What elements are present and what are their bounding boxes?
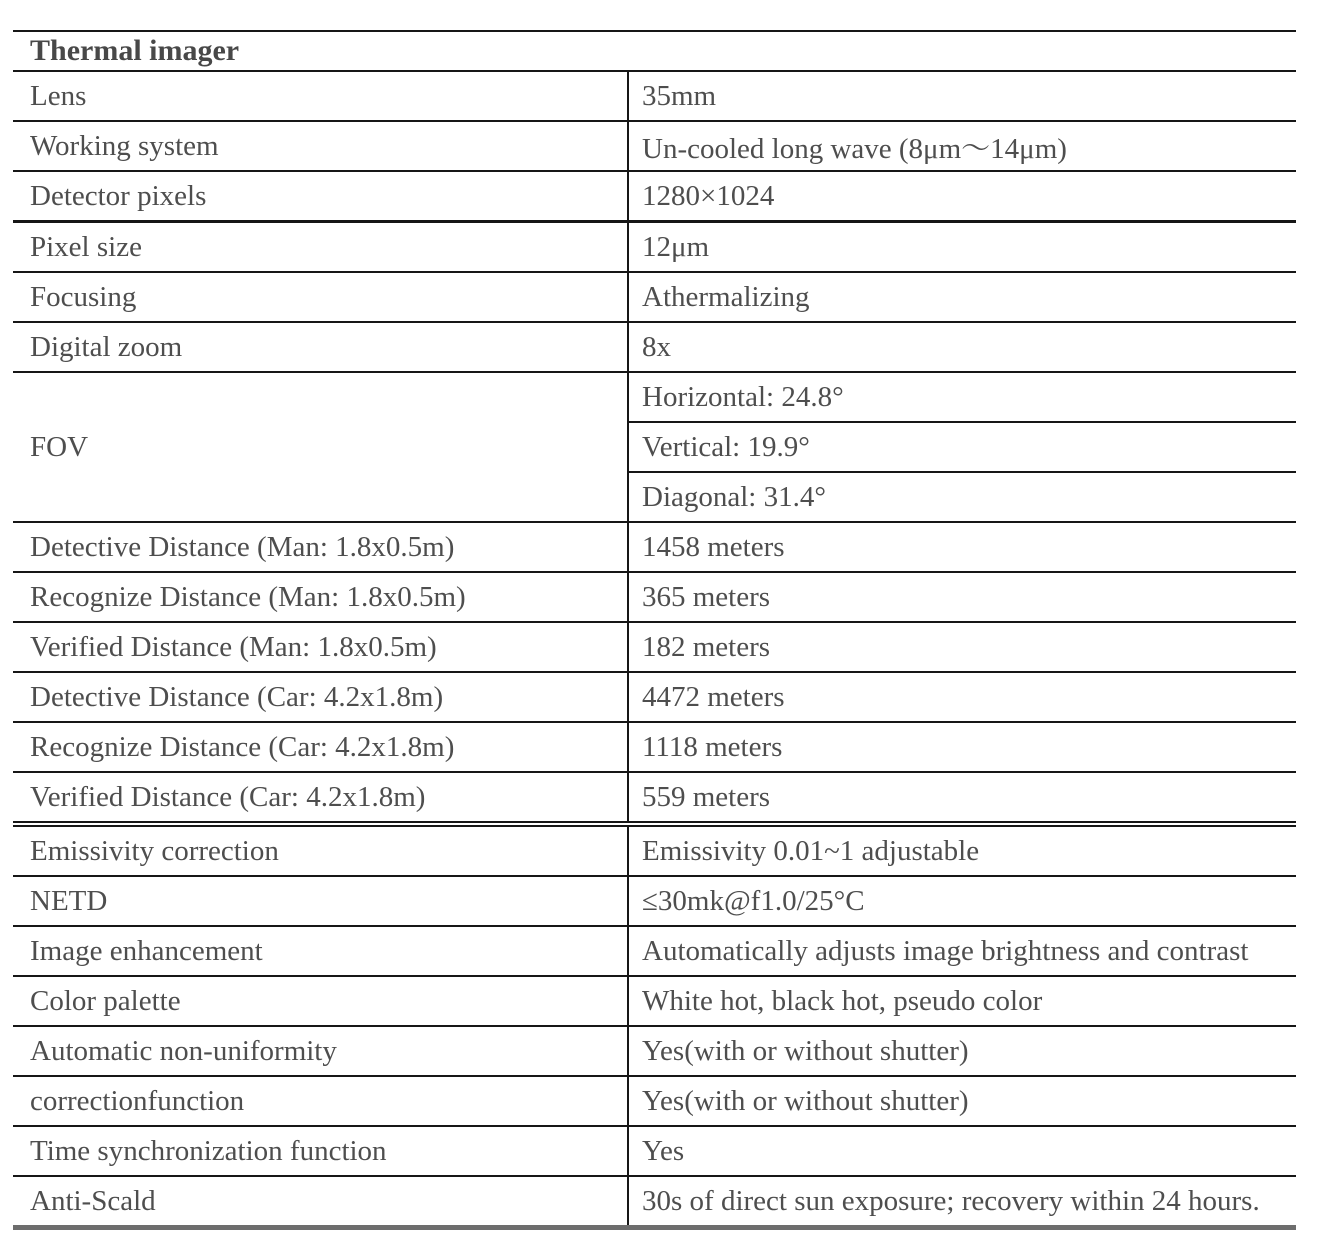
spec-value-fov-diagonal: Diagonal: 31.4°	[628, 472, 1296, 522]
table-row	[13, 1176, 1296, 1228]
spec-value-automatic-non-uniformity: Yes(with or without shutter)	[628, 1026, 1296, 1076]
spec-value-detector-pixels: 1280×1024	[628, 171, 1296, 222]
spec-value-fov-horizontal: Horizontal: 24.8°	[628, 372, 1296, 422]
spec-label-detective-distance-man: Detective Distance (Man: 1.8x0.5m)	[13, 522, 628, 572]
table-row	[13, 926, 1296, 976]
spec-value-emissivity-correction: Emissivity 0.01~1 adjustable	[628, 824, 1296, 876]
spec-label-digital-zoom: Digital zoom	[13, 322, 628, 372]
table-row	[13, 1026, 1296, 1076]
spec-value-anti-scald: 30s of direct sun exposure; recovery within 24 hours.	[628, 1176, 1296, 1228]
spec-label-time-synchronization: Time synchronization function	[13, 1126, 628, 1176]
spec-value-lens: 35mm	[628, 71, 1296, 121]
spec-value-image-enhancement: Automatically adjusts image brightness and contrast	[628, 926, 1296, 976]
table-row	[13, 824, 1296, 876]
table-row	[13, 222, 1296, 273]
spec-value-pixel-size: 12μm	[628, 222, 1296, 273]
table-row	[13, 672, 1296, 722]
spec-label-recognize-distance-car: Recognize Distance (Car: 4.2x1.8m)	[13, 722, 628, 772]
spec-value-netd: ≤30mk@f1.0/25°C	[628, 876, 1296, 926]
table-row-fov	[13, 372, 1296, 422]
table-row	[13, 71, 1296, 121]
table-row	[13, 272, 1296, 322]
table-row	[13, 876, 1296, 926]
table-row	[13, 522, 1296, 572]
table-title: Thermal imager	[13, 31, 1296, 71]
table-row	[13, 772, 1296, 824]
spec-value-color-palette: White hot, black hot, pseudo color	[628, 976, 1296, 1026]
spec-value-recognize-distance-man: 365 meters	[628, 572, 1296, 622]
spec-value-working-system: Un-cooled long wave (8μm～14μm)	[628, 121, 1296, 171]
spec-label-fov: FOV	[13, 372, 628, 522]
spec-label-focusing: Focusing	[13, 272, 628, 322]
spec-value-correctionfunction: Yes(with or without shutter)	[628, 1076, 1296, 1126]
spec-label-working-system: Working system	[13, 121, 628, 171]
thermal-imager-spec-table	[13, 30, 1296, 1230]
table-row	[13, 722, 1296, 772]
spec-value-detective-distance-car: 4472 meters	[628, 672, 1296, 722]
spec-value-detective-distance-man: 1458 meters	[628, 522, 1296, 572]
spec-label-pixel-size: Pixel size	[13, 222, 628, 273]
spec-label-detective-distance-car: Detective Distance (Car: 4.2x1.8m)	[13, 672, 628, 722]
spec-label-emissivity-correction: Emissivity correction	[13, 824, 628, 876]
spec-label-netd: NETD	[13, 876, 628, 926]
spec-label-recognize-distance-man: Recognize Distance (Man: 1.8x0.5m)	[13, 572, 628, 622]
table-row	[13, 322, 1296, 372]
table-row	[13, 1076, 1296, 1126]
spec-label-verified-distance-man: Verified Distance (Man: 1.8x0.5m)	[13, 622, 628, 672]
spec-value-fov-vertical: Vertical: 19.9°	[628, 422, 1296, 472]
table-row	[13, 121, 1296, 171]
spec-value-time-synchronization: Yes	[628, 1126, 1296, 1176]
spec-value-recognize-distance-car: 1118 meters	[628, 722, 1296, 772]
table-row	[13, 976, 1296, 1026]
spec-label-image-enhancement: Image enhancement	[13, 926, 628, 976]
spec-value-verified-distance-man: 182 meters	[628, 622, 1296, 672]
spec-label-automatic-non-uniformity: Automatic non-uniformity	[13, 1026, 628, 1076]
spec-value-verified-distance-car: 559 meters	[628, 772, 1296, 824]
table-row	[13, 572, 1296, 622]
spec-value-digital-zoom: 8x	[628, 322, 1296, 372]
table-row	[13, 171, 1296, 222]
spec-label-verified-distance-car: Verified Distance (Car: 4.2x1.8m)	[13, 772, 628, 824]
spec-label-correctionfunction: correctionfunction	[13, 1076, 628, 1126]
table-row	[13, 622, 1296, 672]
spec-label-color-palette: Color palette	[13, 976, 628, 1026]
table-title-row	[13, 31, 1296, 71]
spec-label-lens: Lens	[13, 71, 628, 121]
spec-value-focusing: Athermalizing	[628, 272, 1296, 322]
table-row	[13, 1126, 1296, 1176]
spec-label-anti-scald: Anti-Scald	[30, 1184, 156, 1217]
spec-label-detector-pixels: Detector pixels	[13, 171, 628, 222]
